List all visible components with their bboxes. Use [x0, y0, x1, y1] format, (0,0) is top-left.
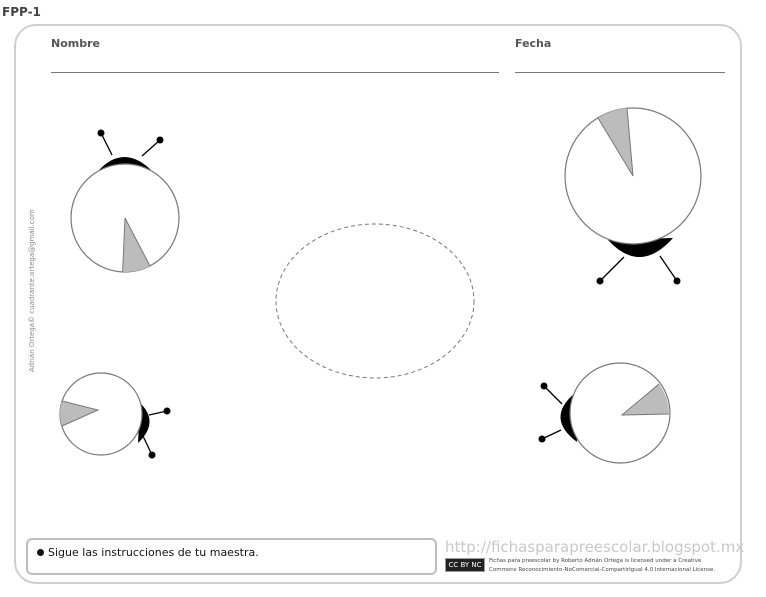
antenna-tip — [597, 278, 604, 285]
antenna-tip — [149, 452, 156, 459]
cc-license-badge: CC BY NC SA — [445, 558, 485, 572]
bullet-icon — [37, 549, 44, 556]
antenna-tip — [541, 383, 548, 390]
ladybug-top-left — [71, 130, 179, 273]
ladybug-top-right — [565, 108, 701, 285]
license-line-1: Fichas para preescolar by Roberto Adrián Ortega is licensed under a Creative — [489, 558, 702, 564]
antenna-tip — [98, 130, 105, 137]
antenna-left — [101, 133, 112, 155]
side-credit: Adrián Ortega© cuadrante.ortega@gmail.com — [28, 209, 36, 372]
date-label: Fecha — [515, 37, 552, 50]
antenna-left — [600, 257, 624, 281]
antenna-tip — [674, 278, 681, 285]
instruction-box — [26, 538, 437, 575]
worksheet-code: FPP-1 — [2, 5, 41, 19]
dashed-oval — [276, 224, 474, 378]
ladybug-bottom-left — [60, 373, 171, 459]
antenna-tip — [157, 137, 164, 144]
antenna-right — [660, 256, 677, 281]
instruction-text: Sigue las instrucciones de tu maestra. — [48, 546, 259, 559]
name-label: Nombre — [51, 37, 100, 50]
antenna-right — [142, 140, 160, 156]
license-line-2: Commons Reconocimiento-NoComercial-CompartirIgual 4.0 Internacional License. — [489, 567, 716, 573]
ladybug-bottom-right — [539, 363, 671, 463]
license-text — [489, 557, 744, 575]
blog-url: http://fichasparapreescolar.blogspot.mx — [445, 538, 745, 556]
antenna-tip — [164, 408, 171, 415]
antenna-tip — [539, 436, 546, 443]
antenna-top — [544, 386, 562, 404]
